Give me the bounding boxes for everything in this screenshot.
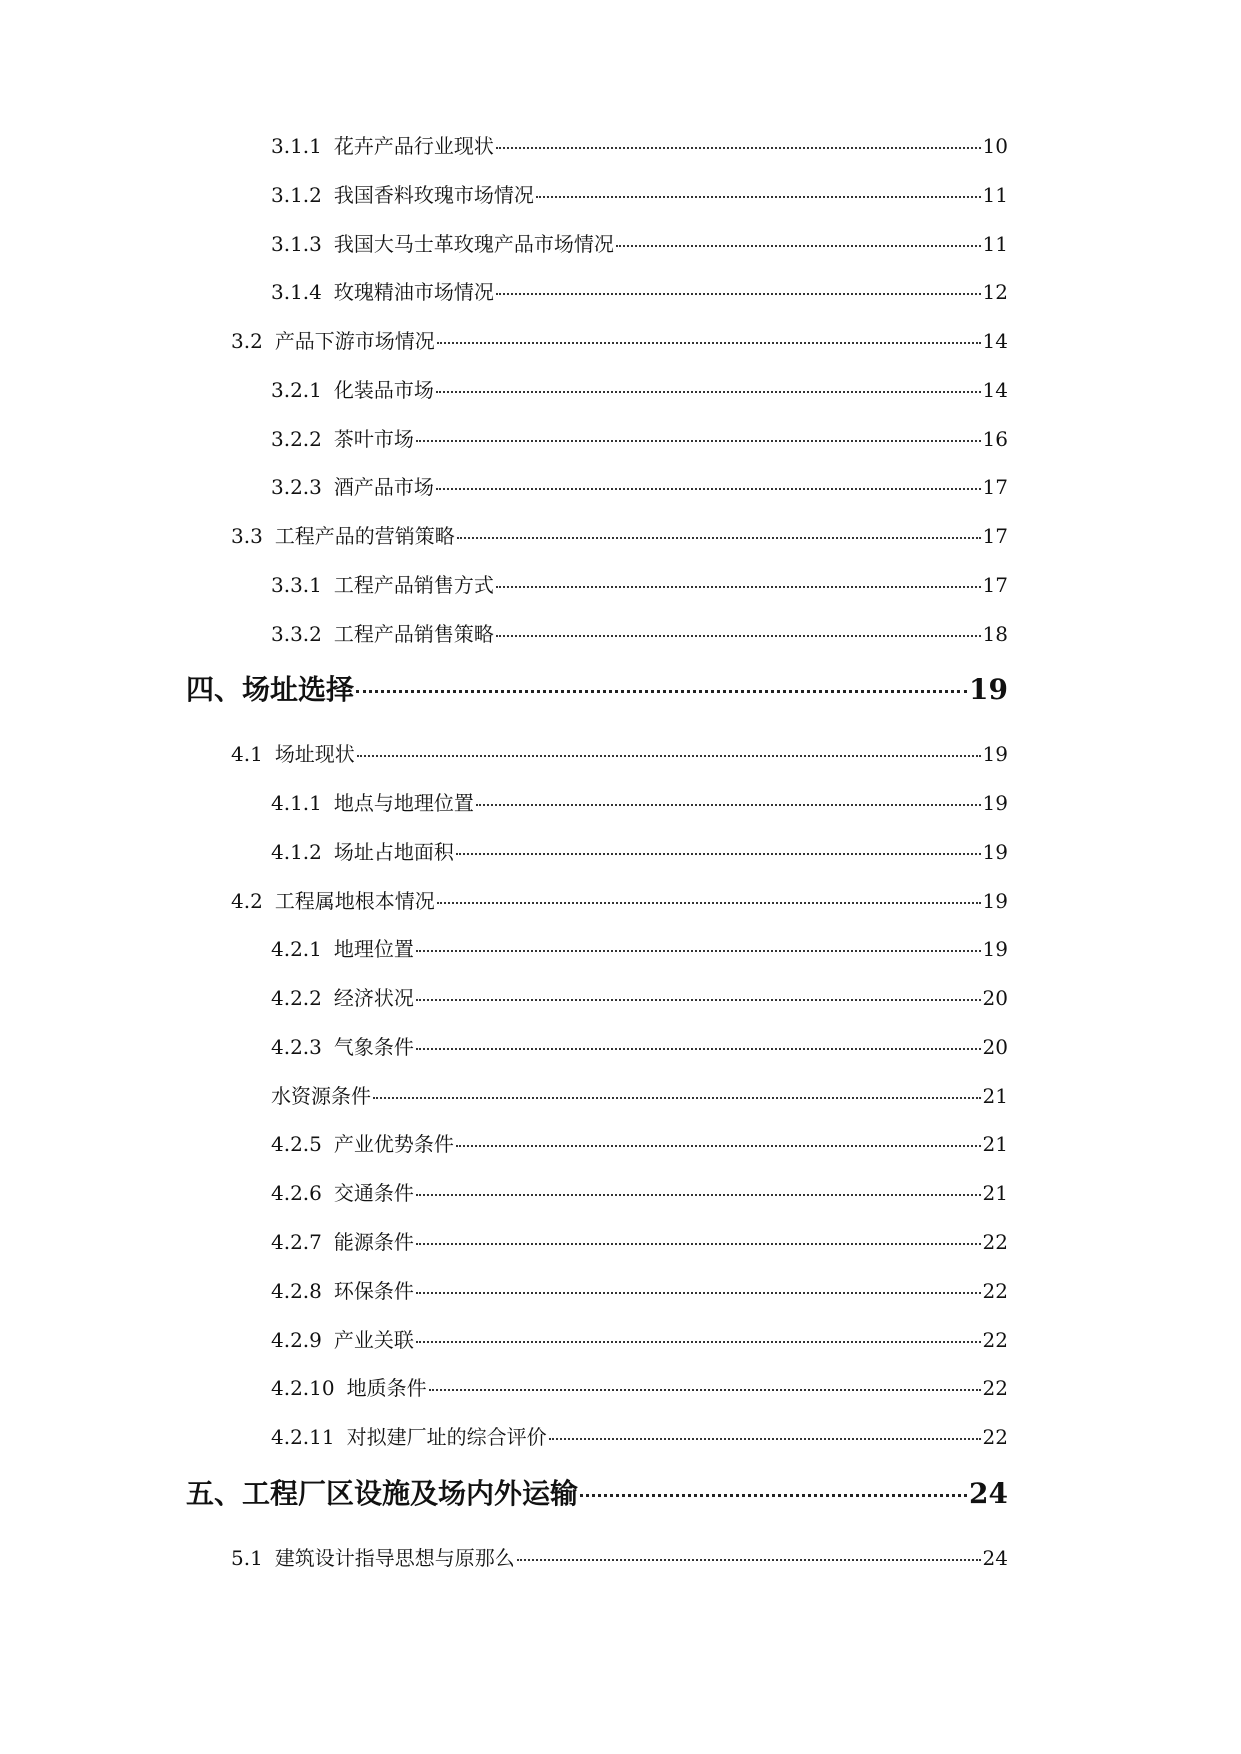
- toc-title: 场址现状: [274, 742, 355, 766]
- dot-leader: [437, 902, 981, 904]
- toc-page-number: 19: [982, 937, 1008, 961]
- toc-title: 产业优势条件: [333, 1132, 454, 1156]
- toc-title: 酒产品市场: [333, 475, 434, 499]
- toc-title: 工程属地根本情况: [274, 889, 435, 913]
- toc-page-number: 11: [982, 183, 1008, 207]
- toc-title: 环保条件: [333, 1279, 414, 1303]
- dot-leader: [416, 1341, 981, 1343]
- dot-leader: [357, 755, 981, 757]
- toc-page-number: 14: [982, 329, 1008, 353]
- toc-entry[interactable]: [271, 836, 1008, 865]
- toc-title: 地点与地理位置: [333, 791, 474, 815]
- toc-page-number: 19: [982, 791, 1008, 815]
- dot-leader: [436, 391, 981, 393]
- dot-leader: [416, 999, 981, 1001]
- dot-leader: [536, 196, 981, 198]
- dot-leader: [416, 1292, 981, 1294]
- toc-number: 3.1.4: [271, 280, 322, 304]
- toc-title: 茶叶市场: [333, 427, 414, 451]
- toc-number: 4.2.2: [271, 986, 322, 1010]
- toc-number: 3.2.2: [271, 427, 322, 451]
- toc-title: 地质条件: [346, 1376, 427, 1400]
- toc-number: 4.2.11: [271, 1425, 335, 1449]
- toc-entry[interactable]: [271, 933, 1008, 962]
- toc-entry[interactable]: [271, 1324, 1008, 1353]
- toc-number: 5.1: [231, 1546, 263, 1570]
- toc-page-number: 19: [982, 889, 1008, 913]
- dot-leader: [416, 1243, 981, 1245]
- toc-number: 4.2.5: [271, 1132, 322, 1156]
- toc-page-number: 12: [982, 280, 1008, 304]
- dot-leader: [517, 1559, 981, 1561]
- toc-entry[interactable]: [231, 738, 1008, 767]
- dot-leader: [456, 853, 981, 855]
- toc-entry[interactable]: [271, 1177, 1008, 1206]
- toc-entry[interactable]: [271, 618, 1008, 647]
- toc-entry[interactable]: [271, 471, 1008, 500]
- toc-page-number: 21: [982, 1084, 1008, 1108]
- toc-page-number: 21: [982, 1132, 1008, 1156]
- toc-entry[interactable]: [271, 179, 1008, 208]
- toc-number: 4.1.2: [271, 840, 322, 864]
- dot-leader: [496, 635, 981, 637]
- toc-title: 玫瑰精油市场情况: [333, 280, 494, 304]
- toc-title: 化装品市场: [333, 378, 434, 402]
- toc-number: 4.2: [231, 889, 263, 913]
- toc-page-number: 22: [982, 1328, 1008, 1352]
- dot-leader: [580, 1494, 967, 1497]
- toc-entry[interactable]: [271, 1226, 1008, 1255]
- toc-page-number: 22: [982, 1425, 1008, 1449]
- toc-entry[interactable]: [271, 1128, 1008, 1157]
- toc-page-number: 17: [982, 475, 1008, 499]
- toc-number: 4.2.3: [271, 1035, 322, 1059]
- toc-entry[interactable]: [271, 374, 1008, 403]
- dot-leader: [437, 342, 981, 344]
- toc-page-number: 24: [969, 1477, 1008, 1510]
- toc-number: 3.1.2: [271, 183, 322, 207]
- toc-entry[interactable]: [271, 1275, 1008, 1304]
- dot-leader: [496, 586, 981, 588]
- toc-number: 4.2.6: [271, 1181, 322, 1205]
- toc-page-number: 19: [969, 673, 1008, 706]
- toc-title: 我国大马士革玫瑰产品市场情况: [333, 232, 614, 256]
- dot-leader: [496, 147, 981, 149]
- toc-page-number: 19: [982, 742, 1008, 766]
- toc-number: 4.2.8: [271, 1279, 322, 1303]
- toc-page-number: 17: [982, 524, 1008, 548]
- dot-leader: [416, 1048, 981, 1050]
- dot-leader: [373, 1097, 981, 1099]
- toc-entry[interactable]: [271, 130, 1008, 159]
- toc-number: 4.2.1: [271, 937, 322, 961]
- toc-number: 3.2.3: [271, 475, 322, 499]
- toc-entry[interactable]: [271, 787, 1008, 816]
- toc-title: 建筑设计指导思想与原那么: [274, 1546, 515, 1570]
- toc-chapter-entry[interactable]: [186, 668, 1008, 708]
- toc-entry[interactable]: [271, 1031, 1008, 1060]
- toc-number: 3.3: [231, 524, 263, 548]
- toc-entry[interactable]: [271, 1080, 1008, 1109]
- toc-page-number: 20: [982, 986, 1008, 1010]
- toc-entry[interactable]: [231, 885, 1008, 914]
- toc-page-number: 14: [982, 378, 1008, 402]
- toc-page-number: 24: [982, 1546, 1008, 1570]
- dot-leader: [356, 690, 967, 693]
- toc-page-number: 11: [982, 232, 1008, 256]
- toc-title: 地理位置: [333, 937, 414, 961]
- toc-page-number: 10: [982, 134, 1008, 158]
- dot-leader: [416, 440, 981, 442]
- dot-leader: [549, 1438, 981, 1440]
- toc-number: 4.1.1: [271, 791, 322, 815]
- toc-title: 产业关联: [333, 1328, 414, 1352]
- toc-number: 3.2.1: [271, 378, 322, 402]
- toc-number: 3.1.3: [271, 232, 322, 256]
- toc-entry[interactable]: [271, 423, 1008, 452]
- toc-title: 工程产品的营销策略: [274, 524, 455, 548]
- dot-leader: [416, 1194, 981, 1196]
- toc-page-number: 22: [982, 1279, 1008, 1303]
- toc-title: 气象条件: [333, 1035, 414, 1059]
- toc-title: 交通条件: [333, 1181, 414, 1205]
- toc-number: 4.1: [231, 742, 263, 766]
- toc-entry[interactable]: [271, 982, 1008, 1011]
- dot-leader: [429, 1389, 981, 1391]
- toc-number: 3.3.1: [271, 573, 322, 597]
- toc-entry[interactable]: [271, 276, 1008, 305]
- toc-chapter-entry[interactable]: [186, 1472, 1008, 1512]
- toc-title: 工程产品销售策略: [333, 622, 494, 646]
- dot-leader: [436, 488, 981, 490]
- toc-chapter-title: 四、场址选择: [186, 673, 355, 706]
- dot-leader: [496, 293, 981, 295]
- toc-title: 经济状况: [333, 986, 414, 1010]
- toc-title: 能源条件: [333, 1230, 414, 1254]
- toc-number: 4.2.9: [271, 1328, 322, 1352]
- toc-entry[interactable]: [271, 1372, 1008, 1401]
- toc-entry[interactable]: [271, 1421, 1008, 1450]
- toc-title: 我国香料玫瑰市场情况: [333, 183, 534, 207]
- toc-title: 水资源条件: [271, 1084, 371, 1108]
- dot-leader: [416, 950, 981, 952]
- dot-leader: [476, 804, 981, 806]
- toc-entry[interactable]: [271, 228, 1008, 257]
- toc-page-number: 18: [982, 622, 1008, 646]
- dot-leader: [457, 537, 981, 539]
- toc-page-number: 17: [982, 573, 1008, 597]
- toc-number: 4.2.7: [271, 1230, 322, 1254]
- toc-entry[interactable]: [271, 569, 1008, 598]
- toc-page-number: 19: [982, 840, 1008, 864]
- toc-number: 4.2.10: [271, 1376, 335, 1400]
- toc-title: 场址占地面积: [333, 840, 454, 864]
- toc-title: 花卉产品行业现状: [333, 134, 494, 158]
- toc-page-number: 22: [982, 1376, 1008, 1400]
- toc-title: 工程产品销售方式: [333, 573, 494, 597]
- toc-entry[interactable]: [231, 520, 1008, 549]
- dot-leader: [616, 245, 981, 247]
- toc-page-number: 21: [982, 1181, 1008, 1205]
- toc-number: 3.2: [231, 329, 263, 353]
- toc-title: 对拟建厂址的综合评价: [346, 1425, 547, 1449]
- toc-entry[interactable]: [231, 325, 1008, 354]
- toc-page-number: 20: [982, 1035, 1008, 1059]
- toc-entry[interactable]: [231, 1542, 1008, 1571]
- toc-page-number: 16: [982, 427, 1008, 451]
- toc-number: 3.1.1: [271, 134, 322, 158]
- toc-number: 3.3.2: [271, 622, 322, 646]
- toc-chapter-title: 五、工程厂区设施及场内外运输: [186, 1477, 579, 1510]
- toc-page-number: 22: [982, 1230, 1008, 1254]
- dot-leader: [456, 1145, 981, 1147]
- toc-title: 产品下游市场情况: [274, 329, 435, 353]
